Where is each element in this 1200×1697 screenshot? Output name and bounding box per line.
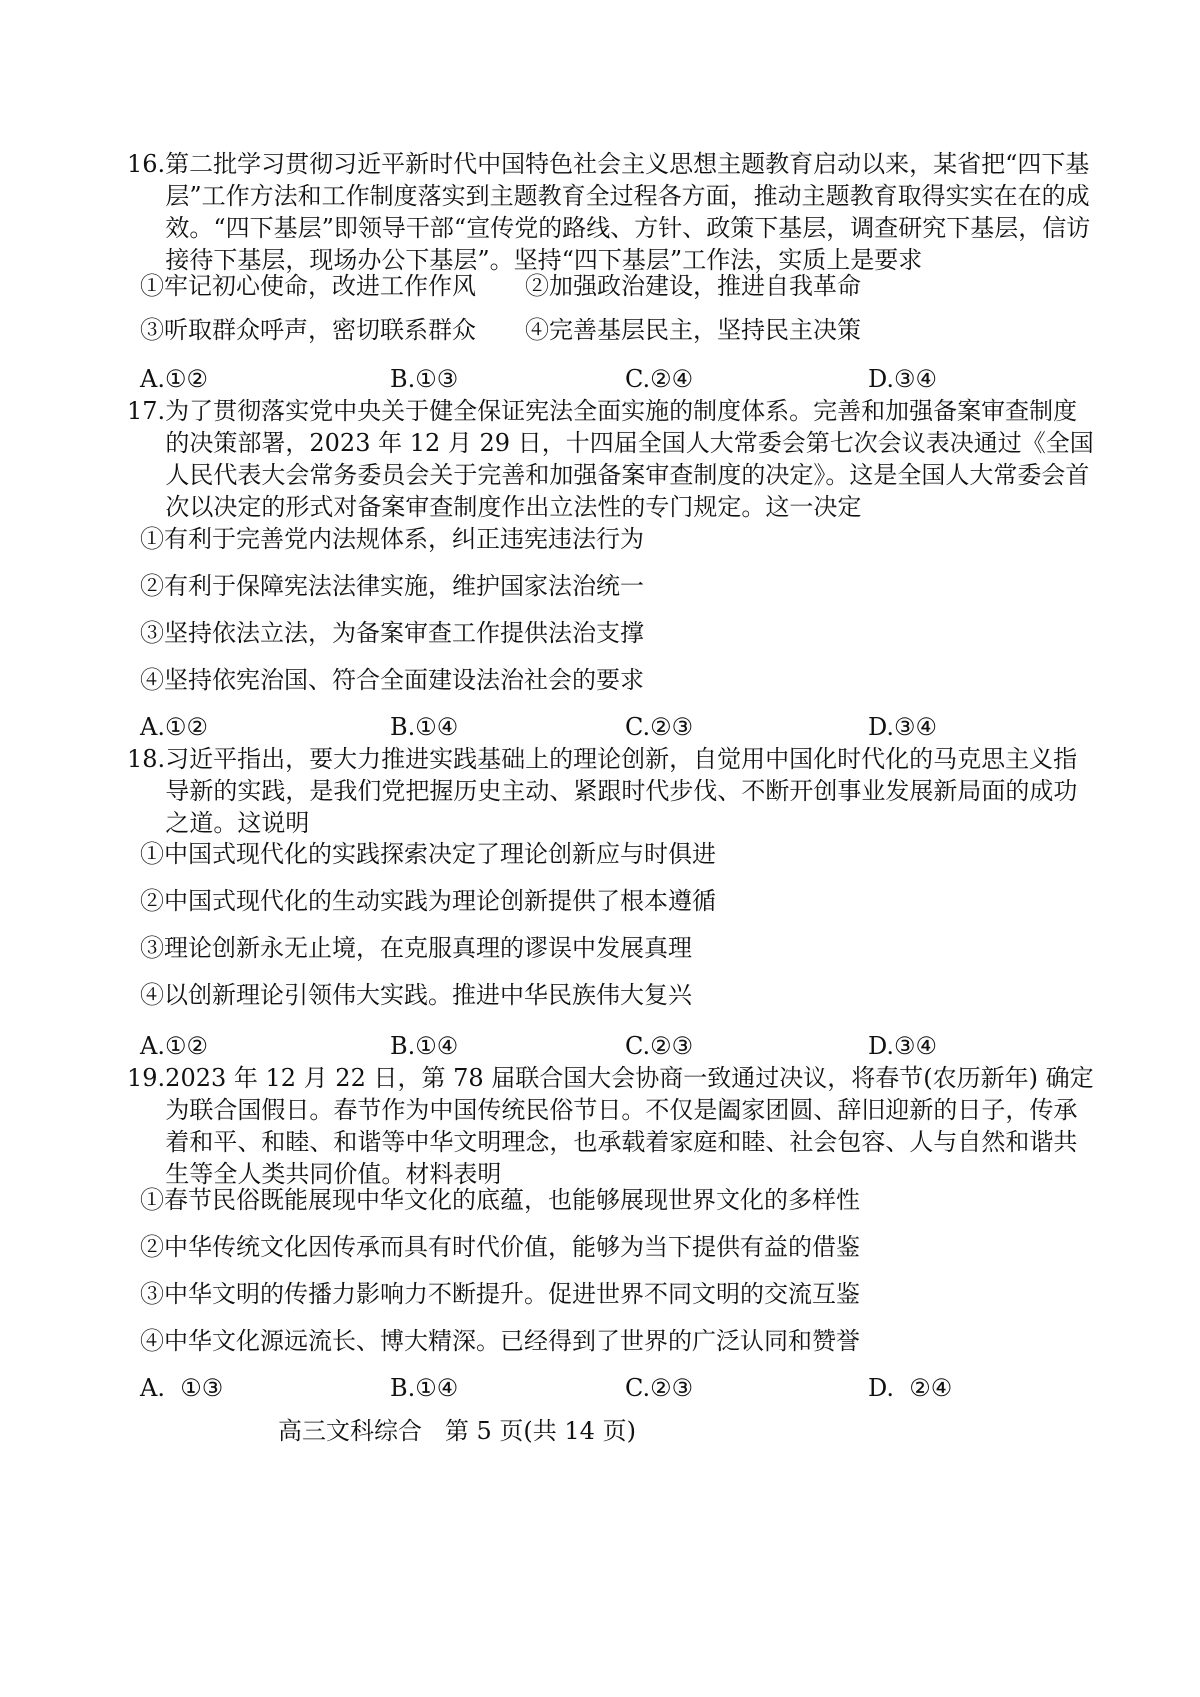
question-18-choice-d: D.③④ (868, 1032, 938, 1060)
question-17-option-2: ②有利于保障宪法法律实施，维护国家法治统一 (140, 572, 644, 600)
question-19-choice-c: C.②③ (625, 1374, 694, 1402)
question-16-choice-b: B.①③ (390, 365, 459, 393)
question-16-stem: 16.第二批学习贯彻习近平新时代中国特色社会主义思想主题教育启动以来，某省把“四下基层”工作方法和工作制度落实到主题教育全过程各方面，推动主题教育取得实实在在的成效。“四下基层”即领导干部“宣传党的路线、方针、政策下基层，调查研究下基层，信访接待下基层，现场办公下基层”。坚持“四下基层”工作法，实质上是要求 (127, 150, 1091, 274)
question-19-option-3: ③中华文明的传播力影响力不断提升。促进世界不同文明的交流互鉴 (140, 1280, 860, 1308)
question-17-choices (140, 711, 1040, 743)
question-19-option-2: ②中华传统文化因传承而具有时代价值，能够为当下提供有益的借鉴 (140, 1233, 860, 1261)
question-19-choices (140, 1372, 1040, 1404)
question-17-option-1: ①有利于完善党内法规体系，纠正违宪违法行为 (140, 525, 644, 553)
question-17-choice-c: C.②③ (625, 713, 694, 741)
page-footer: 高三文科综合 第 5 页(共 14 页) (278, 1417, 636, 1445)
question-16-choice-c: C.②④ (625, 365, 694, 393)
question-16-option-3: ③听取群众呼声，密切联系群众 (140, 316, 476, 344)
question-18-option-1: ①中国式现代化的实践探索决定了理论创新应与时俱进 (140, 840, 716, 868)
question-18-choices (140, 1030, 1040, 1062)
question-18-option-2: ②中国式现代化的生动实践为理论创新提供了根本遵循 (140, 887, 716, 915)
question-17-choice-d: D.③④ (868, 713, 938, 741)
question-18-choice-c: C.②③ (625, 1032, 694, 1060)
question-16-option-4: ④完善基层民主，坚持民主决策 (525, 316, 861, 344)
question-18-option-4: ④以创新理论引领伟大实践。推进中华民族伟大复兴 (140, 981, 692, 1009)
question-18-choice-a: A.①② (140, 1032, 208, 1060)
question-17-stem: 17.为了贯彻落实党中央关于健全保证宪法全面实施的制度体系。完善和加强备案审查制度的决策部署，2023 年 12 月 29 日，十四届全国人大常委会第七次会议表决通过《全国人民代表大会常务委员会关于完善和加强备案审查制度的决定》。这是全国人大常委会首次以决定的形式对备案审查制度作出立法性的专门规定。这一决定 (127, 397, 1094, 521)
question-16-choice-d: D.③④ (868, 365, 938, 393)
question-18-choice-b: B.①④ (390, 1032, 459, 1060)
question-19-option-4: ④中华文化源远流长、博大精深。已经得到了世界的广泛认同和赞誉 (140, 1327, 860, 1355)
question-18-stem: 18.习近平指出，要大力推进实践基础上的理论创新，自觉用中国化时代化的马克思主义指导新的实践，是我们党把握历史主动、紧跟时代步伐、不断开创事业发展新局面的成功之道。这说明 (127, 745, 1078, 837)
question-16-choice-a: A.①② (140, 365, 208, 393)
question-19-choice-b: B.①④ (390, 1374, 459, 1402)
question-17-choice-a: A.①② (140, 713, 208, 741)
question-19-stem: 19.2023 年 12 月 22 日，第 78 届联合国大会协商一致通过决议，将春节(农历新年) 确定为联合国假日。春节作为中国传统民俗节日。不仅是阖家团圆、辞旧迎新的日子，传承着和平、和睦、和谐等中华文明理念，也承载着家庭和睦、社会包容、人与自然和谐共生等全人类共同价值。材料表明 (127, 1064, 1094, 1188)
question-19-option-1: ①春节民俗既能展现中华文化的底蕴，也能够展现世界文化的多样性 (140, 1186, 860, 1214)
question-16-choices (140, 363, 1040, 395)
question-19-choice-d: D. ②④ (868, 1374, 953, 1402)
question-16-option-1: ①牢记初心使命，改进工作作风 (140, 272, 476, 300)
question-17-option-3: ③坚持依法立法，为备案审查工作提供法治支撑 (140, 619, 644, 647)
question-17-option-4: ④坚持依宪治国、符合全面建设法治社会的要求 (140, 666, 644, 694)
question-17-choice-b: B.①④ (390, 713, 459, 741)
question-19-choice-a: A. ①③ (140, 1374, 224, 1402)
question-16-option-2: ②加强政治建设，推进自我革命 (525, 272, 861, 300)
question-18-option-3: ③理论创新永无止境，在克服真理的谬误中发展真理 (140, 934, 692, 962)
